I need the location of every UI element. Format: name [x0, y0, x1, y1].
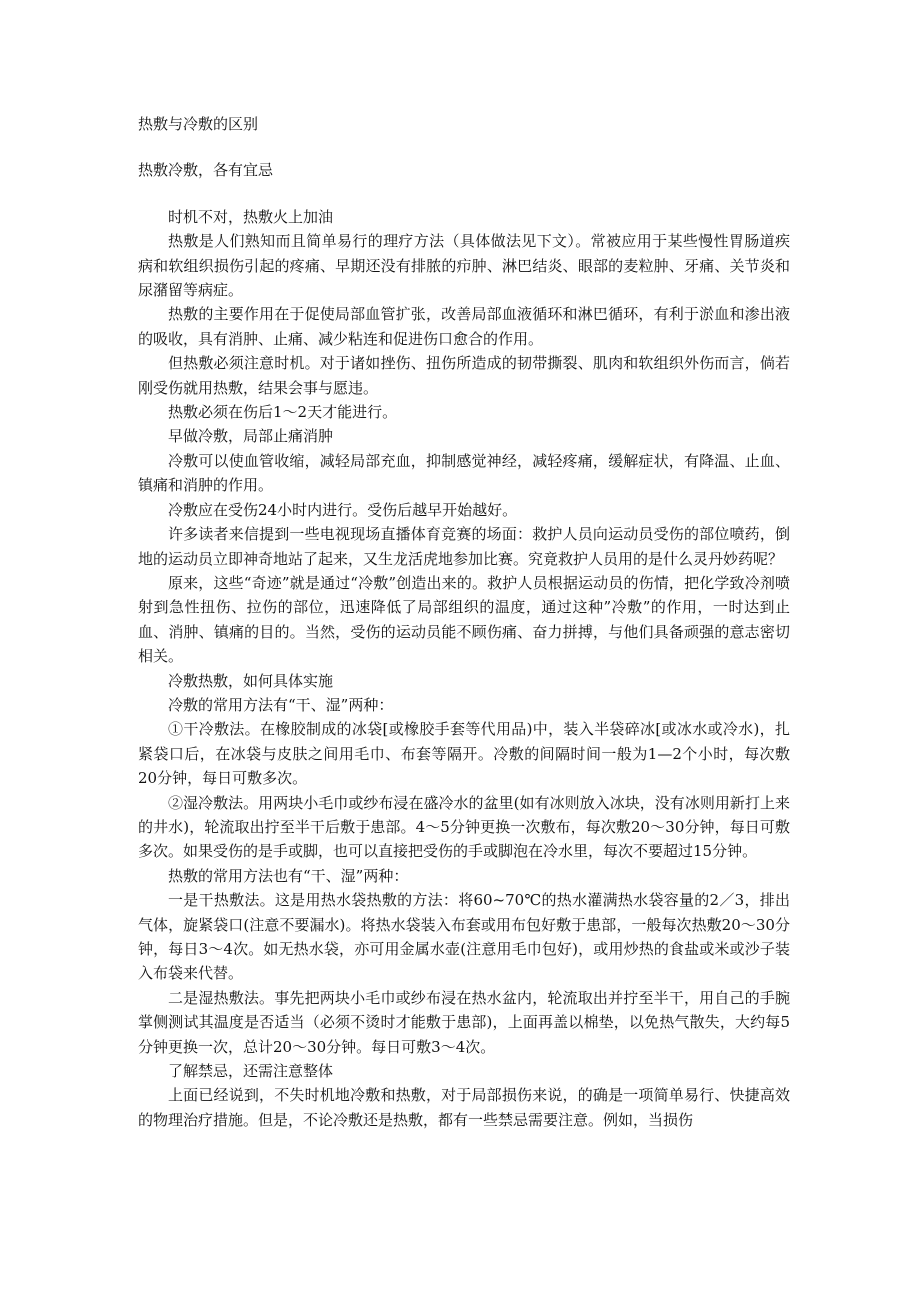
document-title: 热敷与冷敷的区别	[138, 115, 259, 133]
paragraph: ②湿冷敷法。用两块小毛巾或纱布浸在盛冷水的盆里(如有冰则放入冰块，没有冰则用新打上来的井水)，轮流取出拧至半干后敷于患部。4～5分钟更换一次敷布，每次敷20～30分钟，每日可敷多次。如果受伤的是手或脚，也可以直接把受伤的手或脚泡在冷水里，每次不要超过15分钟。	[138, 793, 790, 861]
document-body	[138, 205, 790, 1132]
paragraph: 但热敷必须注意时机。对于诸如挫伤、扭伤所造成的韧带撕裂、肌肉和软组织外伤而言，倘若刚受伤就用热敷，结果会事与愿违。	[138, 354, 790, 397]
paragraph: 一是干热敷法。这是用热水袋热敷的方法：将60~70℃的热水灌满热水袋容量的2／3，排出气体，旋紧袋口(注意不要漏水)。将热水袋装入布套或用布包好敷于患部，一般每次热敷20～30分钟，每日3～4次。如无热水袋，亦可用金属水壶(注意用毛巾包好)，或用炒热的食盐或米或沙子装入布袋来代替。	[138, 891, 790, 983]
paragraph: 热敷的常用方法也有“干、湿”两种：	[168, 866, 409, 885]
paragraph: 许多读者来信提到一些电视现场直播体育竞赛的场面：救护人员向运动员受伤的部位喷药，倒地的运动员立即神奇地站了起来，又生龙活虎地参加比赛。究竟救护人员用的是什么灵丹妙药呢？	[138, 525, 790, 568]
paragraph: 原来，这些“奇迹”就是通过“冷敷”创造出来的。救护人员根据运动员的伤情，把化学致冷剂喷射到急性扭伤、拉伤的部位，迅速降低了局部组织的温度，通过这种”冷敷”的作用，一时达到止血、消肿、镇痛的目的。当然，受伤的运动员能不顾伤痛、奋力拼搏，与他们具备顽强的意志密切相关。	[138, 573, 790, 666]
paragraph: 热敷必须在伤后1～2天才能进行。	[168, 403, 398, 422]
document-subtitle: 热敷冷敷，各有宜忌	[138, 161, 274, 180]
paragraph: 冷敷的常用方法有“干、湿”两种：	[168, 695, 394, 714]
paragraph: 冷敷可以使血管收缩，减轻局部充血，抑制感觉神经，减轻疼痛，缓解症状，有降温、止血、镇痛和消肿的作用。	[138, 451, 790, 495]
paragraph: ①干冷敷法。在橡胶制成的冰袋[或橡胶手套等代用品)中，装入半袋碎冰[或冰水或冷水)，扎紧袋口后，在冰袋与皮肤之间用毛巾、布套等隔开。冷敷的间隔时间一般为1—2个小时，每次敷20分钟，每日可敷多次。	[138, 720, 790, 788]
paragraph: 了解禁忌，还需注意整体	[168, 1062, 334, 1081]
paragraph: 热敷的主要作用在于促使局部血管扩张，改善局部血液循环和淋巴循环，有利于淤血和渗出液的吸收，具有消肿、止痛、减少粘连和促进伤口愈合的作用。	[138, 305, 790, 348]
paragraph: 热敷是人们熟知而且简单易行的理疗方法（具体做法见下文）。常被应用于某些慢性胃肠道疾病和软组织损伤引起的疼痛、早期还没有排脓的疖肿、淋巴结炎、眼部的麦粒肿、牙痛、关节炎和尿潴留等病症。	[138, 232, 790, 300]
paragraph: 二是湿热敷法。事先把两块小毛巾或纱布浸在热水盆内，轮流取出并拧至半干，用自己的手腕掌侧测试其温度是否适当（必须不烫时才能敷于患部)，上面再盖以棉垫，以免热气散失，大约每5分钟更换一次，总计20～30分钟。每日可敷3～4次。	[138, 988, 790, 1056]
paragraph: 冷敷热敷，如何具体实施	[168, 671, 334, 690]
paragraph: 时机不对，热敷火上加油	[168, 207, 334, 226]
paragraph: 上面已经说到，不失时机地冷敷和热敷，对于局部损伤来说，的确是一项简单易行、快捷高效的物理治疗措施。但是，不论冷敷还是热敷，都有一些禁忌需要注意。例如，当损伤	[138, 1086, 790, 1129]
document-page	[138, 112, 790, 1132]
paragraph: 冷敷应在受伤24小时内进行。受伤后越早开始越好。	[168, 500, 518, 519]
paragraph: 早做冷敷，局部止痛消肿	[168, 427, 334, 446]
